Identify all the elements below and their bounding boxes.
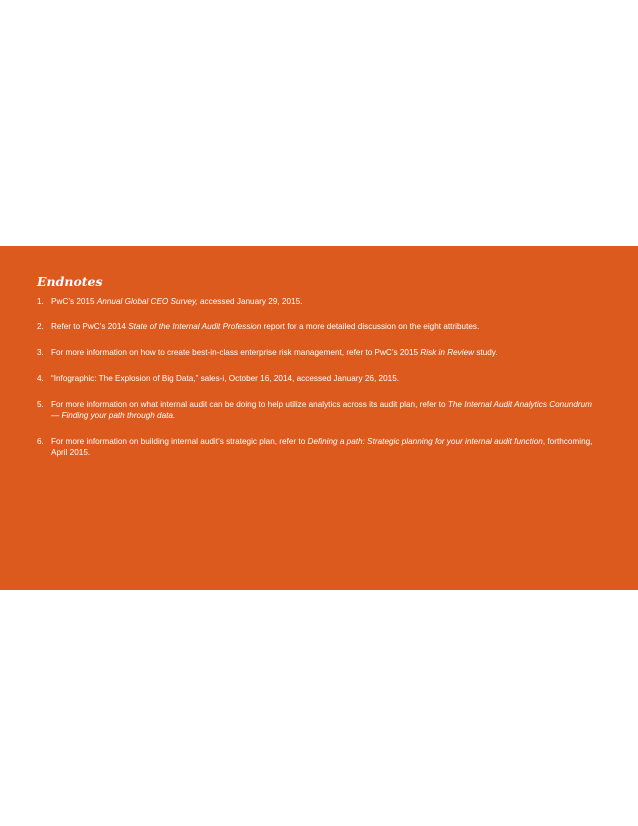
endnotes-heading: Endnotes xyxy=(37,274,103,289)
endnote-2 xyxy=(37,321,597,332)
endnote-number: 4. xyxy=(37,374,44,383)
endnote-3 xyxy=(37,347,597,358)
endnote-text: For more information on what internal audit can be doing to help utilize analytics across its audit plan, refer to The Internal Audit Analytics Conundrum — Finding your path through data. xyxy=(51,400,592,420)
endnote-citation-title: Annual Global CEO Survey, xyxy=(96,297,198,306)
endnote-text: PwC’s 2015 Annual Global CEO Survey, accessed January 29, 2015. xyxy=(51,297,303,306)
endnote-citation-title: Defining a path: Strategic planning for your internal audit function xyxy=(307,437,543,446)
endnote-text: “Infographic: The Explosion of Big Data,” sales-i, October 16, 2014, accessed January 26, 2015. xyxy=(51,374,400,383)
endnote-4 xyxy=(37,373,597,384)
endnote-1 xyxy=(37,296,597,307)
endnote-number: 5. xyxy=(37,400,44,409)
endnote-text: For more information on building internal audit’s strategic plan, refer to Defining a path: Strategic planning for your internal audit function, forthcoming, April 2015. xyxy=(51,437,593,457)
endnote-citation-title: Risk in Review xyxy=(420,348,475,357)
endnote-text: Refer to PwC’s 2014 State of the Internal Audit Profession report for a more detailed discussion on the eight attributes. xyxy=(51,322,480,331)
endnote-number: 6. xyxy=(37,437,44,446)
endnote-5 xyxy=(37,399,597,421)
endnote-6 xyxy=(37,436,597,458)
endnote-citation-title: State of the Internal Audit Profession xyxy=(128,322,262,331)
endnote-citation-title: The Internal Audit Analytics Conundrum — Finding your path through data. xyxy=(51,400,592,420)
endnote-number: 1. xyxy=(37,297,44,306)
endnote-text: For more information on how to create best-in-class enterprise risk management, refer to PwC’s 2015 Risk in Review study. xyxy=(51,348,498,357)
endnote-number: 3. xyxy=(37,348,44,357)
endnote-number: 2. xyxy=(37,322,44,331)
